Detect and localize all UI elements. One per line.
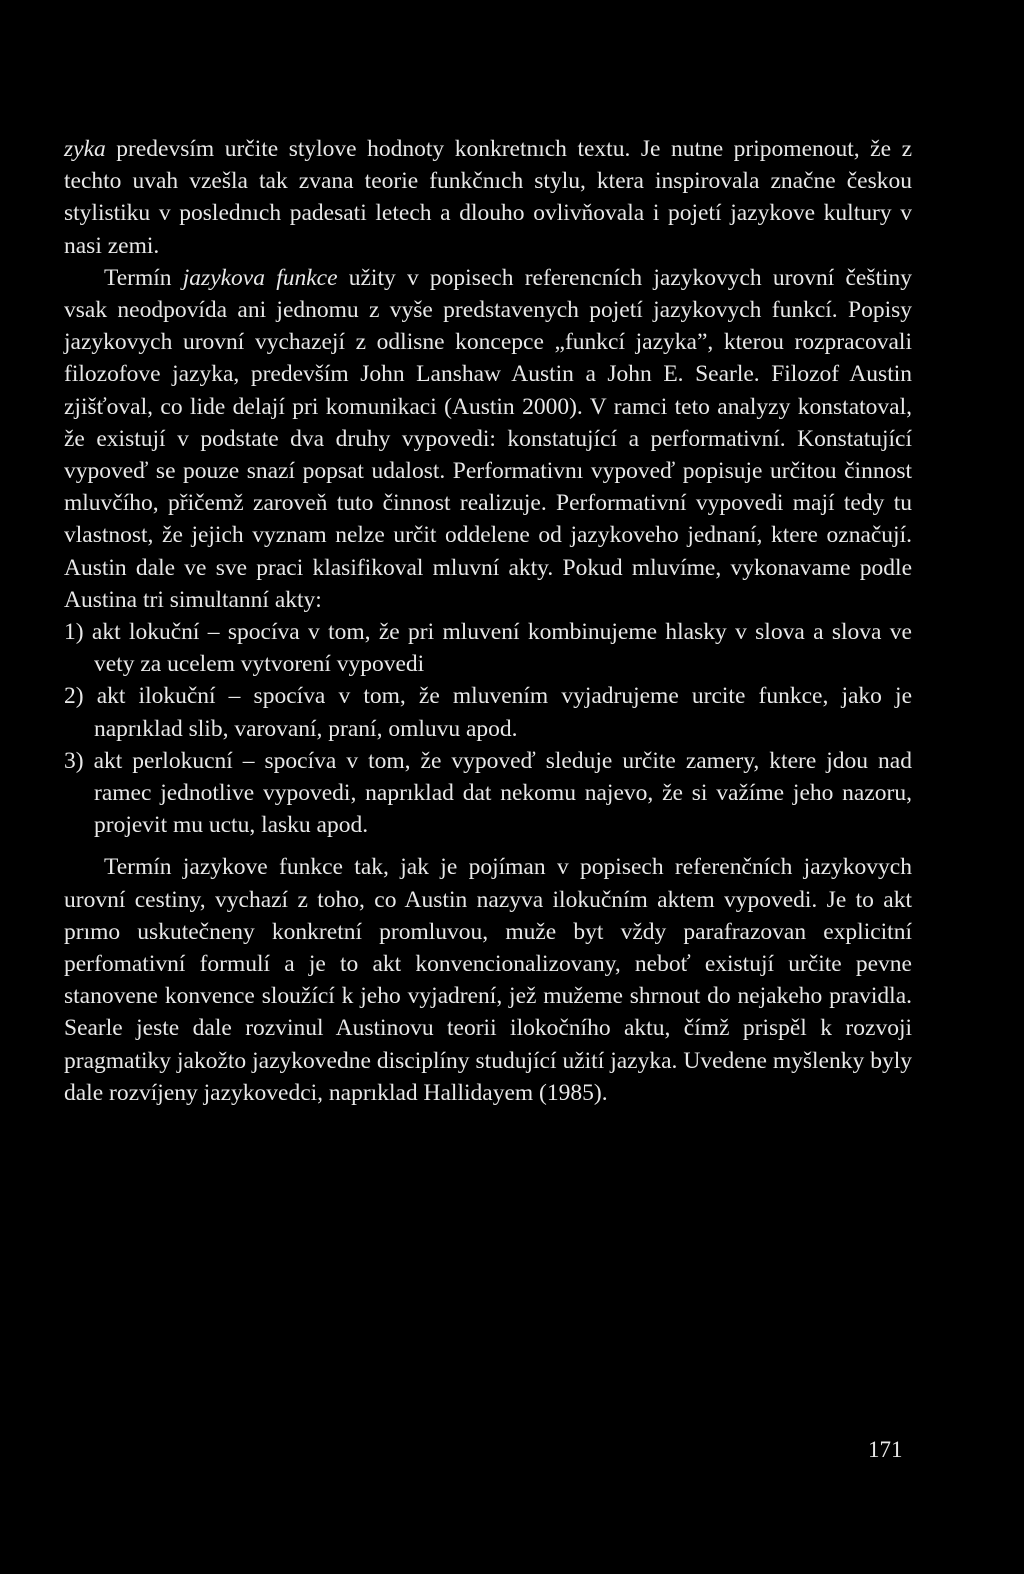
page-body	[64, 133, 912, 1109]
italic-lead: zyka	[64, 136, 106, 162]
paragraph-2-lead: Termín	[104, 264, 183, 291]
paragraph-1-text: predevsím určite stylove hodnoty konkretnıch textu. Je nutne pripomenout, že z techto uvah vzešla tak zvana teorie funkčnıch stylu, ktera inspirovala značne českou stylistiku v poslednıch padesati letech a dlouho ovlivňovala i pojetí jazykove kultury v nasi zemi.	[64, 136, 912, 259]
paragraph-2	[64, 262, 912, 616]
speech-acts-list	[64, 616, 912, 841]
paragraph-3: Termín jazykove funkce tak, jak je pojíman v popisech referenčních jazykovych urovní cestiny, vychazí z toho, co Austin nazyva ilokučním aktem vypovedi. Je to akt prımo uskutečneny konkretní promluvou, muže byt vždy parafrazovan explicitní perfomativní formulí a je to akt konvencionalizovany, neboť existují určite pevne stanovene konvence sloužící k jeho vyjadrení, jež mužeme shrnout do nejakeho pravidla. Searle jeste dale rozvinul Austinovu teorii ilokočního aktu, čímž prispěl k rozvoji pragmatiky jakožto jazykovedne disciplíny studující užití jazyka. Uvedene myšlenky byly dale rozvíjeny jazykovedci, naprıklad Hallidayem (1985).	[64, 854, 912, 1106]
paragraph-2-text: užity v popisech referencních jazykovych urovní češtiny vsak neodpovída ani jednomu z vyše predstavenych pojetí jazykovych funkcí. Popisy jazykovych urovní vychazejí z odlisne koncepce „funkcí jazyka”, kterou rozpracovali filozofove jazyka, predevším John Lanshaw Austin a John E. Searle. Filozof Austin zjišťoval, co lide delají pri komunikaci (Austin 2000). V ramci teto analyzy konstatoval, že existují v podstate dva druhy vypovedi: konstatující a performativní. Konstatující vypoveď se pouze snazí popsat udalost. Performativnı vypoveď popisuje určitou činnost mluvčího, přičemž zaroveň tuto činnost realizuje. Performativní vypovedi mají tedy tu vlastnost, že jejich vyznam nelze určit oddelene od jazykoveho jednaní, ktere označují. Austin dale ve sve praci klasifikoval mluvní akty. Pokud mluvíme, vykonavame podle Austina tri simultanní akty:	[64, 264, 913, 613]
paragraph-1	[64, 133, 912, 262]
list-item: 1) akt lokuční – spocíva v tom, že pri mluvení kombinujeme hlasky v slova a slova ve vety za ucelem vytvorení vypovedi	[64, 619, 912, 678]
italic-term: jazykova funkce	[182, 264, 338, 291]
list-item: 3) akt perlokucní – spocíva v tom, že vypoveď sleduje určite zamery, ktere jdou nad ramec jednotlive vypovedi, naprıklad dat nekomu najevo, že si važíme jeho nazoru, projevit mu uctu, lasku apod.	[64, 747, 912, 839]
page-number: 171	[868, 1437, 903, 1462]
list-item: 2) akt ilokuční – spocíva v tom, že mluvením vyjadrujeme urcite funkce, jako je naprıklad slib, varovaní, praní, omluvu apod.	[64, 683, 912, 742]
